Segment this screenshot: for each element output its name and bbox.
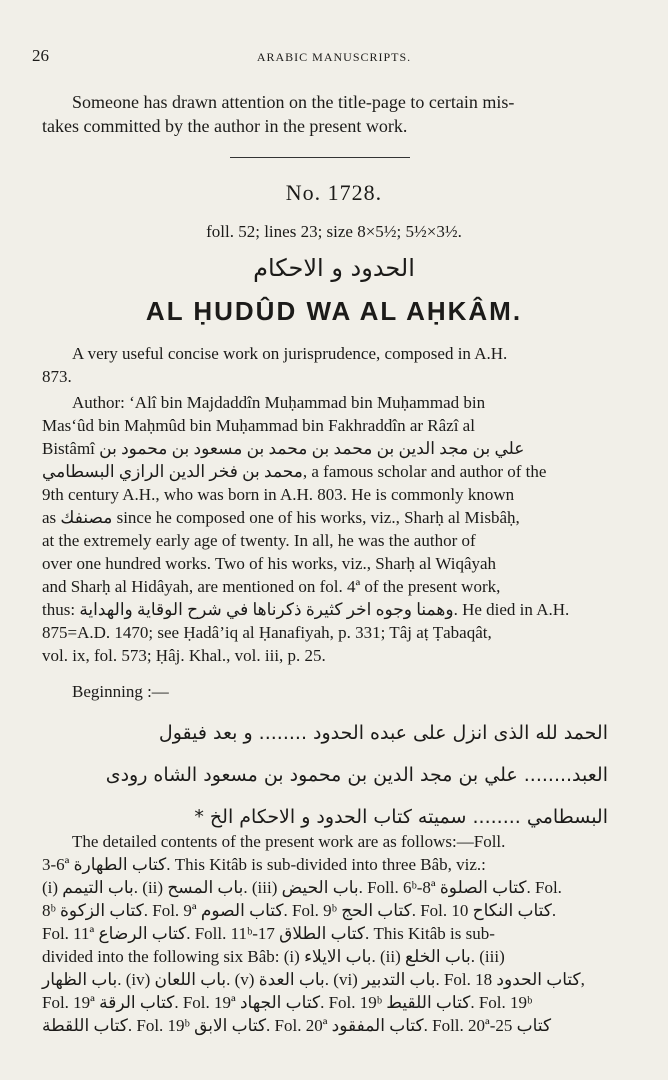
beginning-heading: Beginning :— — [72, 682, 169, 701]
arabic-quote-line: الحمد لله الذى انزل على عبده الحدود ........ و بعد فيقول — [158, 722, 608, 744]
author-line: thus: وهمنا وجوه اخر كثيرة ذكرناها في شرح الوقاية والهداية. He died in A.H. — [42, 600, 570, 619]
arabic-title: الحدود و الاحكام — [253, 254, 415, 282]
page-number: 26 — [32, 46, 49, 65]
running-head: ARABIC MANUSCRIPTS. — [256, 50, 412, 64]
beginning-quote — [42, 712, 608, 838]
contents-line: The detailed contents of the present work are as follows:—Foll. — [72, 832, 506, 851]
folio-details: foll. 52; lines 23; size 8×5½; 5½×3½. — [206, 222, 462, 241]
contents-line: 3-6ª كتاب الطهارة. This Kitâb is sub-divided into three Bâb, viz.: — [42, 855, 486, 874]
author-paragraph — [42, 391, 608, 667]
contents-line: 8ᵇ كتاب الزكوة. Fol. 9ª كتاب الصوم. Fol. 9ᵇ كتاب الحج. Fol. 10 كتاب النكاح. — [42, 901, 557, 920]
intro-paragraph — [42, 90, 515, 138]
contents-line: divided into the following six Bâb: (i) باب الايلاء. (ii) باب الخلع. (iii) — [42, 947, 505, 966]
author-line: Bistâmî علي بن مجد الدين بن محمد بن محمد بن مسعود بن محمود بن — [42, 439, 525, 458]
contents-line: باب الظهار. (iv) باب اللعان. (v) باب العدة. (vi) باب التدبير. Fol. 18 كتاب الحدود, — [42, 970, 585, 989]
english-title: AL ḤUDÛD WA AL AḤKÂM. — [145, 296, 523, 326]
author-line: over one hundred works. Two of his works, viz., Sharḥ al Wiqâyah — [42, 554, 497, 573]
arabic-quote-line: البسطامي ........ سميته كتاب الحدود و الاحكام الخ * — [194, 806, 608, 828]
author-line: 9th century A.H., who was born in A.H. 803. He is commonly known — [42, 485, 515, 504]
author-line: 875=A.D. 1470; see Ḥadâ’iq al Ḥanafiyah, p. 331; Tâj aṭ Ṭabaqât, — [42, 623, 492, 642]
contents-line: (i) باب التيمم. (ii) باب المسح. (iii) باب الحيض. Foll. 6ᵇ-8ª كتاب الصلوة. Fol. — [42, 878, 562, 897]
author-line: vol. ix, fol. 573; Ḥâj. Khal., vol. iii, p. 25. — [42, 646, 326, 665]
beginning-label — [42, 680, 608, 703]
author-line: Author: ‘Alî bin Majdaddîn Muḥammad bin Muḥammad bin — [72, 393, 486, 412]
section-divider — [230, 157, 410, 158]
entry-number: No. 1728. — [285, 180, 383, 205]
intro-line: takes committed by the author in the present work. — [42, 116, 408, 136]
author-line: محمد بن فخر الدين الرازي البسطامي, a famous scholar and author of the — [42, 462, 547, 481]
contents-paragraph — [42, 830, 608, 1037]
author-line: at the extremely early age of twenty. In all, he was the author of — [42, 531, 476, 550]
author-line: as مصنفك since he composed one of his works, viz., Sharḥ al Misbâḥ, — [42, 508, 520, 527]
arabic-quote-line: العبد........ علي بن مجد الدين بن محمود بن مسعود الشاه رودى — [105, 764, 608, 786]
intro-line: Someone has drawn attention on the title-page to certain mis- — [72, 92, 515, 112]
contents-line: كتاب اللقطة. Fol. 19ᵇ كتاب الابق. Fol. 20ª كتاب المفقود. Foll. 20ª-25 كتاب — [42, 1016, 552, 1035]
author-line: and Sharḥ al Hidâyah, are mentioned on fol. 4ª of the present work, — [42, 577, 501, 596]
contents-line: Fol. 19ª كتاب الرقة. Fol. 19ª كتاب الجهاد. Fol. 19ᵇ كتاب اللقيط. Fol. 19ᵇ — [42, 993, 533, 1012]
contents-line: Fol. 11ª كتاب الرضاع. Foll. 11ᵇ-17 كتاب الطلاق. This Kitâb is sub- — [42, 924, 495, 943]
author-line: Mas‘ûd bin Maḥmûd bin Muḥammad bin Fakhraddîn ar Râzî al — [42, 416, 475, 435]
description-line: A very useful concise work on jurisprudence, composed in A.H. — [72, 344, 508, 363]
description-paragraph — [42, 342, 608, 388]
description-line: 873. — [42, 367, 72, 386]
